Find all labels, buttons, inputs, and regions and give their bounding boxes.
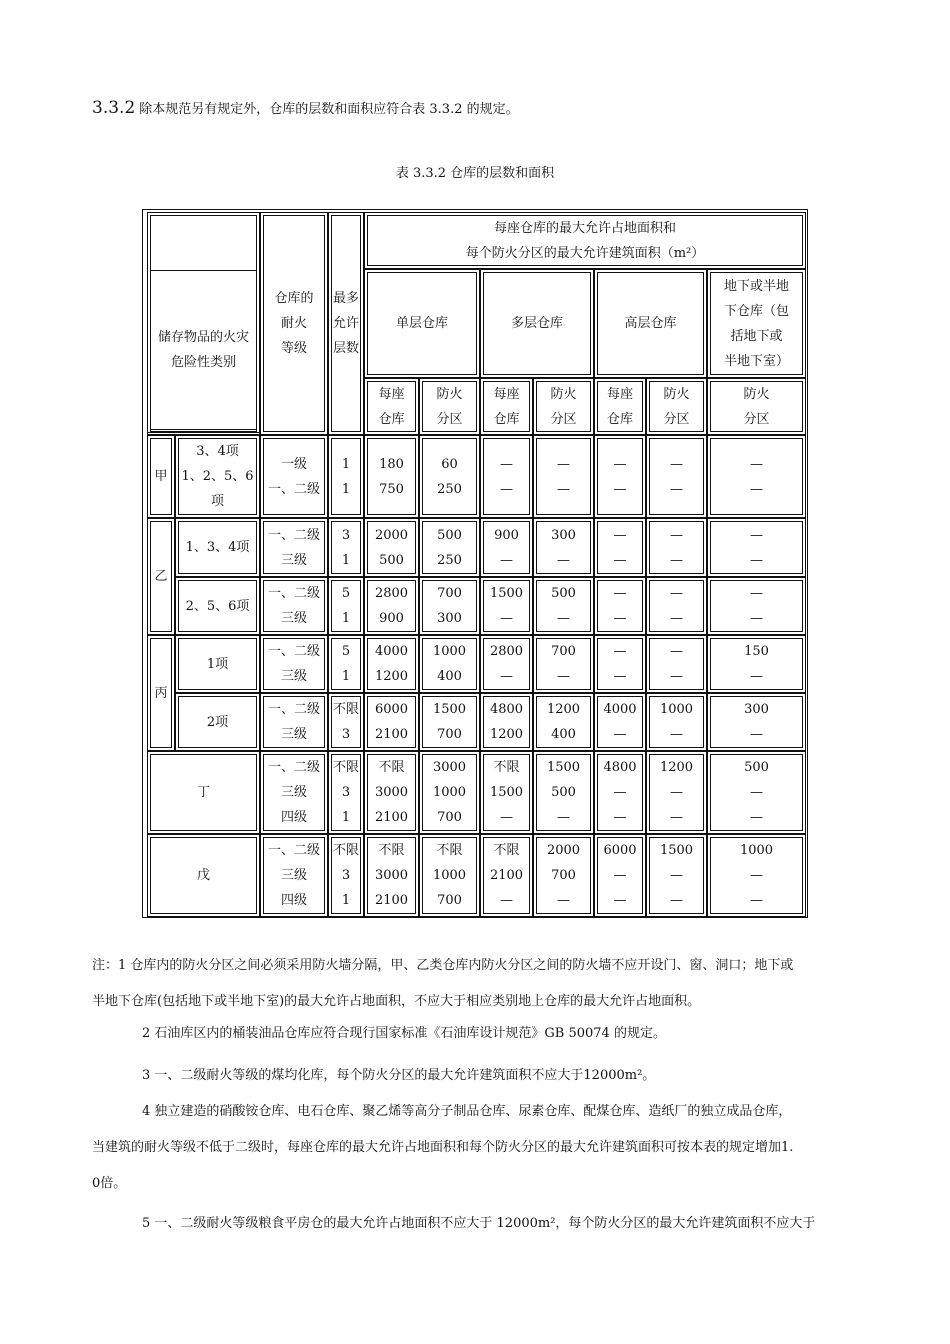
sub-item: 2项 xyxy=(175,693,260,751)
table-cell: 500 — xyxy=(533,577,594,635)
header-per-zone: 防火 分区 xyxy=(419,378,480,435)
table-cell: 一、二级 三级 xyxy=(260,693,328,751)
table-cell: 一、二级 三级 四级 xyxy=(260,751,328,834)
table-cell: 3 1 xyxy=(328,518,364,577)
header-single-storey: 单层仓库 xyxy=(364,269,480,378)
category-bing: 丙 xyxy=(147,635,175,751)
table-cell: — — xyxy=(646,635,707,693)
area-table xyxy=(142,209,808,918)
table-cell: 4000 1200 xyxy=(364,635,419,693)
table-cell: 一、二级 三级 xyxy=(260,518,328,577)
table-cell: 一、二级 三级 xyxy=(260,577,328,635)
table-cell: 5 1 xyxy=(328,577,364,635)
table-cell: — — xyxy=(707,518,806,577)
table-cell: 1500 700 xyxy=(419,693,480,751)
sub-item: 1项 xyxy=(175,635,260,693)
table-cell: 一级 一、二级 xyxy=(260,435,328,518)
table-cell: — — xyxy=(646,518,707,577)
table-cell: 不限 3 1 xyxy=(328,751,364,834)
table-cell: 1200 — — xyxy=(646,751,707,834)
table-cell: 一、二级 三级 xyxy=(260,635,328,693)
header-fire-rating: 仓库的 耐火 等级 xyxy=(260,212,328,435)
table-cell: — — xyxy=(533,435,594,518)
table-cell: 1000 — — xyxy=(707,834,806,917)
clause-number: 3.3.2 xyxy=(92,98,136,118)
category-ding: 丁 xyxy=(147,751,260,834)
table-cell: — — xyxy=(594,518,646,577)
table-cell: 1 1 xyxy=(328,435,364,518)
table-cell: 4800 1200 xyxy=(480,693,533,751)
note-line: 当建筑的耐火等级不低于二级时，每座仓库的最大允许占地面积和每个防火分区的最大允许建筑面积可按本表的规定增加1. xyxy=(92,1140,794,1155)
table-cell: — — xyxy=(646,577,707,635)
header-max-floors: 最多 允许 层数 xyxy=(328,212,364,435)
table-cell: 900 — xyxy=(480,518,533,577)
table-cell: 1000 400 xyxy=(419,635,480,693)
header-underground: 地下或半地 下仓库（包 括地下或 半地下室） xyxy=(707,269,806,378)
table-cell: 2000 700 — xyxy=(533,834,594,917)
table-cell: 6000 — — xyxy=(594,834,646,917)
header-area-group: 每座仓库的最大允许占地面积和 每个防火分区的最大允许建筑面积（m²） xyxy=(364,212,806,269)
note-line: 5 一、二级耐火等级粮食平房仓的最大允许占地面积不应大于 12000m²，每个防火分区的最大允许建筑面积不应大于 xyxy=(142,1216,816,1231)
table-cell: — — xyxy=(707,577,806,635)
table-cell: 2800 900 xyxy=(364,577,419,635)
category-yi: 乙 xyxy=(147,518,175,635)
table-cell: 一、二级 三级 四级 xyxy=(260,834,328,917)
header-per-building: 每座 仓库 xyxy=(594,378,646,435)
header-per-building: 每座 仓库 xyxy=(480,378,533,435)
note-line: 0倍。 xyxy=(92,1176,127,1191)
table-cell: 2000 500 xyxy=(364,518,419,577)
table-cell: 不限 3000 2100 xyxy=(364,834,419,917)
category-wu: 戊 xyxy=(147,834,260,917)
table-cell: 1200 400 xyxy=(533,693,594,751)
table-cell: 2800 — xyxy=(480,635,533,693)
table-cell: — — xyxy=(594,635,646,693)
table-cell: — — xyxy=(594,435,646,518)
note-line: 半地下仓库(包括地下或半地下室)的最大允许占地面积，不应大于相应类别地上仓库的最大允许占地面积。 xyxy=(92,994,701,1009)
table-cell: 不限 3 xyxy=(328,693,364,751)
table-caption: 表 3.3.2 仓库的层数和面积 xyxy=(395,166,555,181)
table-cell: 不限 3000 2100 xyxy=(364,751,419,834)
header-per-zone: 防火 分区 xyxy=(646,378,707,435)
table-cell: 180 750 xyxy=(364,435,419,518)
header-multi-storey: 多层仓库 xyxy=(480,269,594,378)
table-cell: 1500 500 — xyxy=(533,751,594,834)
header-category: 储存物品的火灾 危险性类别 xyxy=(147,267,260,433)
clause-heading xyxy=(92,98,519,118)
table-cell: 60 250 xyxy=(419,435,480,518)
table-cell: 300 — xyxy=(707,693,806,751)
table-cell: — — xyxy=(646,435,707,518)
table-cell: — — xyxy=(480,435,533,518)
table-cell: 300 — xyxy=(533,518,594,577)
table-cell: 不限 2100 — xyxy=(480,834,533,917)
table-cell: 不限 1500 — xyxy=(480,751,533,834)
table-cell: 1500 — — xyxy=(646,834,707,917)
clause-text: 除本规范另有规定外，仓库的层数和面积应符合表 3.3.2 的规定。 xyxy=(139,102,519,117)
table-cell: 不限 1000 700 xyxy=(419,834,480,917)
header-per-building: 每座 仓库 xyxy=(364,378,419,435)
note-line: 3 一、二级耐火等级的煤均化库，每个防火分区的最大允许建筑面积不应大于12000m²。 xyxy=(142,1068,656,1083)
sub-item: 1、3、4项 xyxy=(175,518,260,577)
table-cell: 3000 1000 700 xyxy=(419,751,480,834)
table-cell: 500 250 xyxy=(419,518,480,577)
table-cell: — — xyxy=(594,577,646,635)
header-per-zone: 防火 分区 xyxy=(533,378,594,435)
table-cell: 4800 — — xyxy=(594,751,646,834)
table-cell: 700 — xyxy=(533,635,594,693)
table-cell: 700 300 xyxy=(419,577,480,635)
category-jia: 甲 xyxy=(147,435,175,518)
note-line: 2 石油库区内的桶装油品仓库应符合现行国家标准《石油库设计规范》GB 50074 的规定。 xyxy=(142,1026,666,1041)
sub-item: 3、4项 1、2、5、6项 xyxy=(175,435,260,518)
sub-item: 2、5、6项 xyxy=(175,577,260,635)
table-cell: 4000 — xyxy=(594,693,646,751)
header-high-rise: 高层仓库 xyxy=(594,269,707,378)
table-cell: 6000 2100 xyxy=(364,693,419,751)
table-cell: 1500 — xyxy=(480,577,533,635)
table-cell: 500 — — xyxy=(707,751,806,834)
table-cell: — — xyxy=(707,435,806,518)
table-cell: 150 — xyxy=(707,635,806,693)
note-line: 注：1 仓库内的防火分区之间必须采用防火墙分隔，甲、乙类仓库内防火分区之间的防火墙不应开设门、窗、洞口；地下或 xyxy=(92,958,794,973)
note-line: 4 独立建造的硝酸铵仓库、电石仓库、聚乙烯等高分子制品仓库、尿素仓库、配煤仓库、造纸厂的独立成品仓库， xyxy=(142,1104,792,1119)
header-per-zone-underground: 防火 分区 xyxy=(707,378,806,435)
table-cell: 5 1 xyxy=(328,635,364,693)
table-cell: 不限 3 1 xyxy=(328,834,364,917)
table-cell: 1000 — xyxy=(646,693,707,751)
